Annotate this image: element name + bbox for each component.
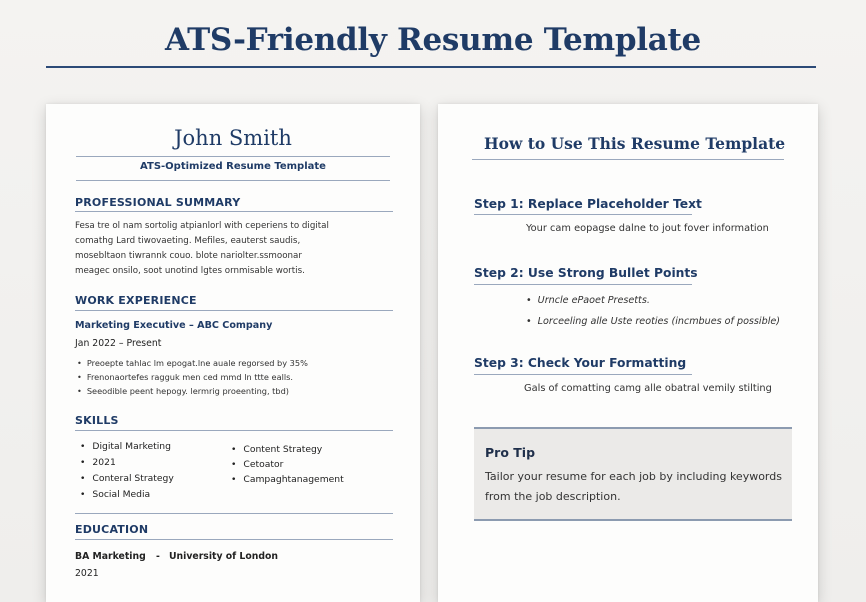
page-title: ATS-Friendly Resume Template — [165, 22, 701, 58]
skill-item: • Campaghtanagement — [231, 474, 344, 485]
skill-item: • 2021 — [80, 457, 116, 468]
summary-line: meagec onsilo, soot unotind lgtes ornmisable wortis. — [75, 266, 305, 276]
education-separator: - — [156, 551, 160, 562]
section-divider — [75, 539, 393, 540]
step-3-text: Gals of comatting camg alle obatral vemily stilting — [524, 383, 772, 394]
summary-heading: PROFESSIONAL SUMMARY — [75, 196, 241, 209]
job-title: Marketing Executive – ABC Company — [75, 320, 273, 331]
resume-name: John Smith — [174, 126, 292, 150]
step-1-heading: Step 1: Replace Placeholder Text — [474, 197, 702, 211]
section-divider — [75, 310, 393, 311]
summary-line: comathg Lard tiwovaeting. Mefiles, eauterst saudis, — [75, 236, 301, 246]
guide-title: How to Use This Resume Template — [484, 134, 786, 153]
education-school: University of London — [169, 551, 279, 562]
skill-item: • Social Media — [80, 489, 150, 500]
summary-line: mosebltaon tiwrannk couo. blote nariolter.ssmoonar — [75, 251, 302, 261]
experience-bullet: • Preoepte tahlac lm epogat.lne auale regorsed by 35% — [77, 358, 308, 368]
step-divider — [474, 374, 692, 375]
step-2-bullet: • Lorceeling alle Uste reoties (incmbues of possible) — [526, 316, 780, 327]
experience-bullet: • Seeodible peent hepogy. lermrig proeenting, tbd) — [77, 386, 289, 396]
skills-heading: SKILLS — [75, 414, 119, 427]
step-2-bullet: • Urncle ePaoet Presetts. — [526, 295, 650, 306]
education-heading: EDUCATION — [75, 523, 149, 536]
name-divider — [76, 156, 390, 157]
section-divider — [75, 513, 393, 514]
skill-item: • Digital Marketing — [80, 441, 171, 452]
summary-line: Fesa tre ol nam sortolig atpianlorl with ceperiens to digital — [75, 221, 329, 231]
pro-tip-text: Tailor your resume for each job by including keywords from the job description. — [485, 470, 782, 503]
subtitle-divider — [76, 180, 390, 181]
experience-heading: WORK EXPERIENCE — [75, 294, 197, 307]
skill-item: • Cetoator — [231, 459, 283, 470]
section-divider — [75, 211, 393, 212]
resume-subtitle: ATS-Optimized Resume Template — [140, 161, 326, 172]
step-2-heading: Step 2: Use Strong Bullet Points — [474, 266, 698, 280]
job-dates: Jan 2022 – Present — [75, 338, 162, 349]
resume-sheet — [46, 104, 420, 602]
education-degree: BA Marketing — [75, 551, 146, 562]
experience-bullet: • Frenonaortefes ragguk men ced mmd ln ttte ealls. — [77, 372, 293, 382]
education-year: 2021 — [75, 568, 99, 579]
pro-tip-title: Pro Tip — [485, 445, 536, 460]
pro-tip-box — [474, 427, 792, 521]
title-divider — [46, 66, 816, 68]
step-3-heading: Step 3: Check Your Formatting — [474, 356, 687, 370]
skill-item: • Content Strategy — [231, 444, 322, 455]
guide-sheet — [438, 104, 818, 602]
section-divider — [75, 430, 393, 431]
skill-item: • Conteral Strategy — [80, 473, 174, 484]
step-divider — [474, 214, 692, 215]
guide-title-divider — [472, 159, 784, 160]
step-divider — [474, 284, 692, 285]
step-1-text: Your cam eopagse dalne to jout fover information — [526, 223, 769, 234]
